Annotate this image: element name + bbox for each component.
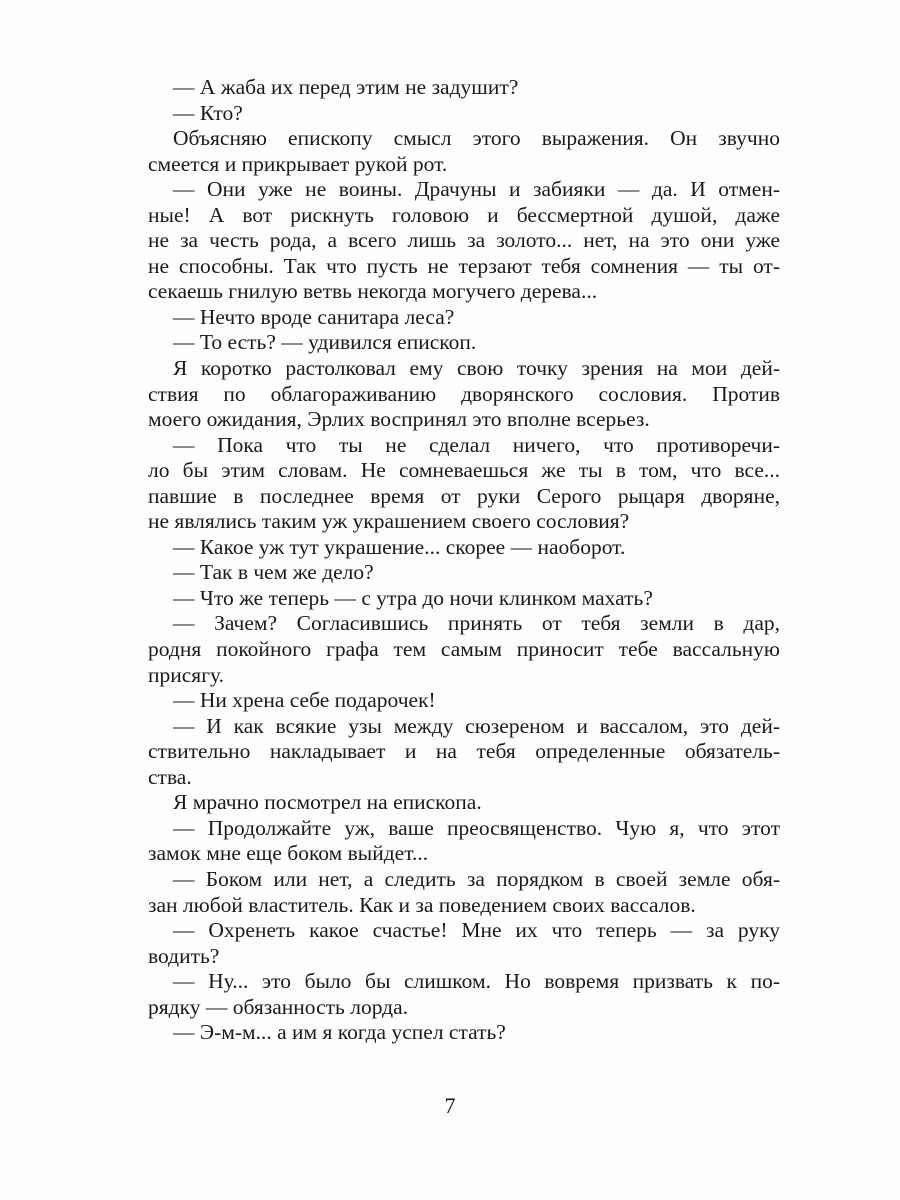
paragraph [148, 305, 780, 331]
text-line: — Э-м-м... а им я когда успел стать? [173, 1020, 506, 1045]
text-line: — Ни хрена себе подарочек! [173, 688, 436, 713]
text-column [148, 75, 780, 1046]
text-line: ствительно накладывает и на тебя определенные обязатель- [148, 739, 780, 764]
paragraph [148, 586, 780, 612]
paragraph [148, 790, 780, 816]
text-line: — Так в чем же дело? [173, 560, 374, 585]
text-line: — Они уже не воины. Драчуны и забияки — да. И отмен- [173, 177, 780, 202]
paragraph [148, 126, 780, 177]
paragraph [148, 969, 780, 1020]
text-line: ные! А вот рискнуть головою и бессмертной душой, даже [148, 202, 780, 227]
paragraph [148, 1020, 780, 1046]
text-line: секаешь гнилую ветвь некогда могучего дерева... [148, 279, 598, 304]
text-line: — Ну... это было бы слишком. Но вовремя призвать к по- [173, 969, 780, 994]
text-line: — Какое уж тут украшение... скорее — наоборот. [173, 534, 626, 559]
text-line: ства. [148, 764, 192, 789]
text-line: — А жаба их перед этим не задушит? [173, 75, 519, 99]
text-line: павшие в последнее время от руки Серого рыцаря дворяне, [148, 483, 780, 508]
paragraph [148, 918, 780, 969]
text-line: не за честь рода, а всего лишь за золото... нет, на это они уже [148, 228, 780, 253]
text-line: моего ожидания, Эрлих воспринял это вполне всерьез. [148, 407, 650, 432]
paragraph [148, 688, 780, 714]
paragraph [148, 101, 780, 127]
text-line: рядку — обязанность лорда. [148, 994, 409, 1019]
text-line: присягу. [148, 662, 224, 687]
text-line: смеется и прикрывает рукой рот. [148, 151, 448, 176]
text-line: не способны. Так что пусть не терзают тебя сомнения — ты от- [148, 253, 780, 278]
text-line: — Продолжайте уж, ваше преосвященство. Чую я, что этот [173, 815, 780, 840]
paragraph [148, 433, 780, 535]
paragraph [148, 535, 780, 561]
paragraph [148, 867, 780, 918]
text-line: — Пока что ты не сделал ничего, что противоречи- [173, 432, 780, 457]
text-line: — И как всякие узы между сюзереном и вассалом, это дей- [173, 713, 780, 738]
paragraph [148, 714, 780, 791]
text-line: — Кто? [173, 100, 243, 125]
text-line: Объясняю епископу смысл этого выражения. Он звучно [173, 126, 780, 151]
page-number: 7 [444, 1093, 456, 1118]
text-line: водить? [148, 943, 220, 968]
text-line: родня покойного графа тем самым приносит тебе вассальную [148, 637, 780, 662]
paragraph [148, 560, 780, 586]
text-line: Я коротко растолковал ему свою точку зрения на мои дей- [173, 356, 780, 381]
text-line: — Что же теперь — с утра до ночи клинком махать? [173, 585, 653, 610]
text-line: — То есть? — удивился епископ. [173, 330, 477, 355]
text-line: — Боком или нет, а следить за порядком в своей земле обя- [173, 866, 780, 891]
paragraph [148, 330, 780, 356]
text-line: зан любой властитель. Как и за поведением своих вассалов. [148, 892, 696, 917]
paragraph [148, 816, 780, 867]
text-line: — Зачем? Согласившись принять от тебя земли в дар, [173, 611, 780, 636]
text-line: — Охренеть какое счастье! Мне их что теперь — за руку [173, 918, 780, 943]
paragraph [148, 611, 780, 688]
text-line: — Нечто вроде санитара леса? [173, 304, 455, 329]
text-line: ствия по облагораживанию дворянского сословия. Против [148, 381, 780, 406]
text-line: ло бы этим словам. Не сомневаешься же ты в том, что все... [148, 458, 780, 483]
paragraph [148, 356, 780, 433]
text-line: замок мне еще боком выйдет... [148, 841, 429, 866]
paragraph [148, 75, 780, 101]
text-line: Я мрачно посмотрел на епископа. [173, 790, 482, 815]
text-line: не являлись таким уж украшением своего сословия? [148, 509, 630, 534]
paragraph [148, 177, 780, 305]
